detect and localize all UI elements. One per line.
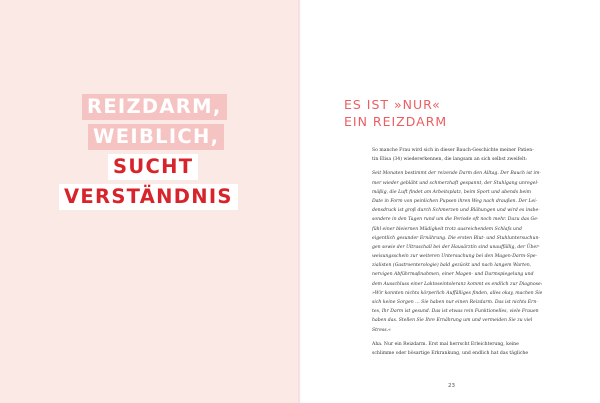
closing-paragraph [372,340,568,358]
body-text [372,146,568,358]
text-line: Stress.« [372,327,391,333]
text-line: dem Ausschluss einer Laktoseintoleranz kommt es endlich zur Diagnose: [372,281,543,287]
text-line: schlimme oder bösartige Erkrankung, und endlich hat das tägliche [372,350,529,356]
text-line: mäßig, die Luft findet am Arbeitsplatz, beim Sport und abends beim [372,189,532,195]
text-line: haben das. Stellen Sie Ihre Ernährung um und vermeiden Sie zu viel [372,318,533,324]
text-line: tin Elisa (34) wiedererkennen, die langsam an sich selbst zweifelt: [372,157,527,163]
text-line: zialisten (Gastroenterologie) bald gezückt und nach langem Warten, [372,263,532,269]
title-line-4: VERSTÄNDNIS [59,184,238,210]
page-number: 23 [448,383,455,389]
text-line: fühl einer bleiernen Müdigkeit trotz ausreichendem Schlafs und [372,226,522,232]
text-line: sich keine Sorgen … Sie haben nur einen Reizdarm. Das ist nichts Ern- [372,300,538,305]
text-line: sondere in den Tagen rund um die Periode oft noch mehr. Dazu das Ge- [372,217,539,223]
text-line: tes, Ihr Darm ist gesund. Das ist etwas rein Funktionelles, viele Frauen [372,309,539,315]
section-heading [344,96,447,130]
text-line: densdruck ist groß durch Schmerzen und Blähungen und wird es insbe- [372,208,540,214]
title-line-3: SUCHT [108,154,198,180]
quote-paragraph [372,169,568,334]
section-heading-line-2: EIN REIZDARM [344,114,448,129]
text-line: weisungsschein zur weiteren Untersuchung bei den Magen-Darm-Spe- [372,254,538,260]
section-heading-line-1: ES IST »NUR« [344,97,441,112]
text-line: Aha. Nur ein Reizdarm. Erst mal herrscht Erleichterung, keine [372,341,519,347]
text-line: Date in Form von peinlichen Pupsen ihren Weg nach draußen. Der Lei- [372,198,538,204]
title-line-1: REIZDARM, [82,94,227,120]
text-line: eigentlich gesunder Ernährung. Die ersten Blut- und Stuhluntersuchun- [372,235,540,241]
book-gutter [298,0,302,403]
title-line-2: WEIBLICH, [88,124,224,150]
text-line: nervigen Abführmaßnahmen, einer Magen- und Darmspiegelung und [372,272,534,278]
text-line: Seit Monaten bestimmt der reizende Darm den Alltag. Der Bauch ist im- [372,171,541,177]
text-line: So manche Frau wird sich in dieser Bauch-Geschichte meiner Patien- [372,148,534,153]
text-line: gen sowie der Ultraschall bei der Hausärztin sind unauffällig, der Über- [372,244,540,250]
text-line: »Wir konnten nichts körperlich Auffälliges finden, alles okay, machen Sie [372,290,543,296]
intro-paragraph [372,146,568,164]
text-line: mer wieder gebläht und schmerzhaft gespannt, der Stuhlgang unregel- [372,180,539,186]
